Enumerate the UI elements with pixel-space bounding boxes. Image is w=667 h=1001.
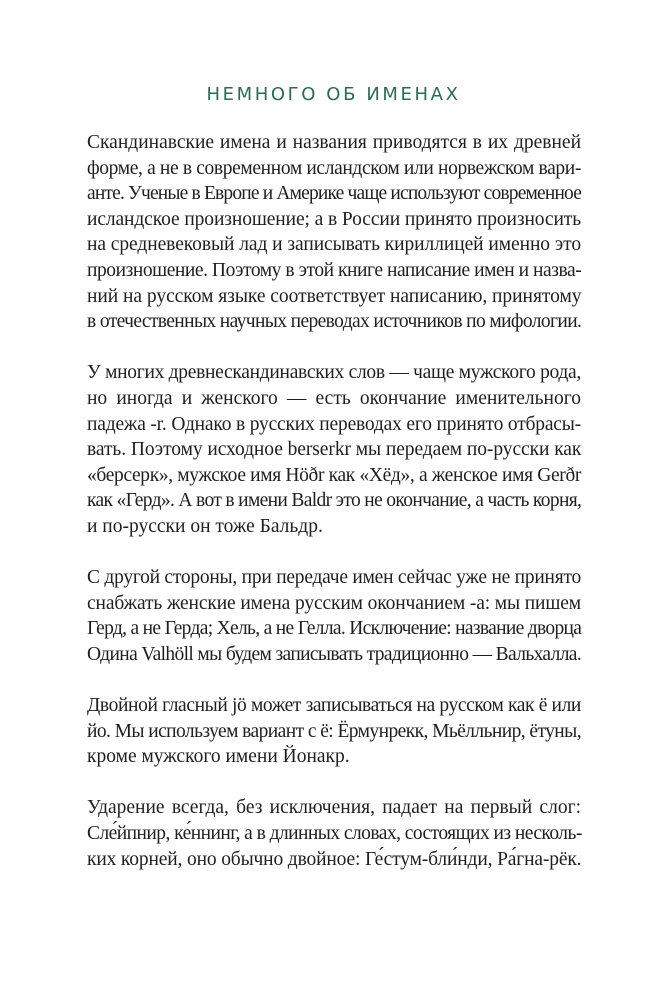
text-line: Сле́йпнир, ке́ннинг, а в длинных словах, состоящих из несколь-	[87, 823, 582, 845]
text-line: на средневековый лад и записывать кириллицей именно это	[87, 234, 581, 256]
text-line: С другой стороны, при передаче имен сейчас уже не принято	[87, 567, 581, 589]
text-line: Двойной гласный jö может записываться на русском как ё или	[87, 695, 581, 717]
text-line: Герд, а не Герда; Хель, а не Гелла. Исключение: название дворца	[87, 618, 582, 640]
text-line: йо. Мы используем вариант с ё: Ёрмунрекк, Мьёлльнир, ётуны,	[87, 720, 581, 742]
text-line: но иногда и женского — есть окончание именительного	[87, 387, 581, 409]
text-line: форме, а не в современном исландском или норвежском вари-	[87, 157, 581, 179]
text-line: снабжать женские имена русским окончанием -а: мы пишем	[87, 592, 581, 614]
text-line: ких корней, оно обычно двойное: Ге́стум-бли́нди, Ра́гна-рёк.	[87, 848, 582, 870]
text-line: Ударение всегда, без исключения, падает на первый слог:	[87, 797, 581, 819]
paragraph-4	[87, 693, 581, 770]
text-line: Одина Valhöll мы будем записывать традиционно — Вальхалла.	[87, 643, 582, 665]
paragraph-5	[87, 795, 581, 872]
body-text	[87, 130, 581, 898]
paragraph-3	[87, 565, 581, 667]
text-line: падежа -r. Однако в русских переводах его принято отбрасы-	[87, 413, 581, 435]
text-line: и по-русски он тоже Бальдр.	[87, 515, 323, 537]
text-line: исландское произношение; а в России принято произносить	[87, 208, 581, 230]
text-line: анте. Ученые в Европе и Америке чаще используют современное	[87, 183, 582, 205]
page-title: НЕМНОГО ОБ ИМЕНАХ	[206, 84, 461, 105]
text-line: как «Герд». А вот в имени Baldr это не окончание, а часть корня,	[87, 490, 582, 512]
text-line: Скандинавские имена и названия приводятся в их древней	[87, 132, 581, 153]
text-line: ний на русском языке соответствует написанию, принятому	[87, 285, 582, 307]
paragraph-1	[87, 130, 581, 335]
paragraph-2	[87, 360, 581, 539]
text-line: У многих древнескандинавских слов — чаще мужского рода,	[87, 362, 581, 384]
text-line: кроме мужского имени Йонакр.	[87, 746, 350, 768]
text-line: произношение. Поэтому в этой книге написание имен и назва-	[87, 259, 582, 281]
text-line: «берсерк», мужское имя Höðr как «Хёд», а женское имя Gerðr	[87, 464, 581, 486]
text-line: в отечественных научных переводах источников по мифологии.	[87, 311, 582, 333]
text-line: вать. Поэтому исходное berserkr мы передаем по-русски как	[87, 439, 582, 461]
